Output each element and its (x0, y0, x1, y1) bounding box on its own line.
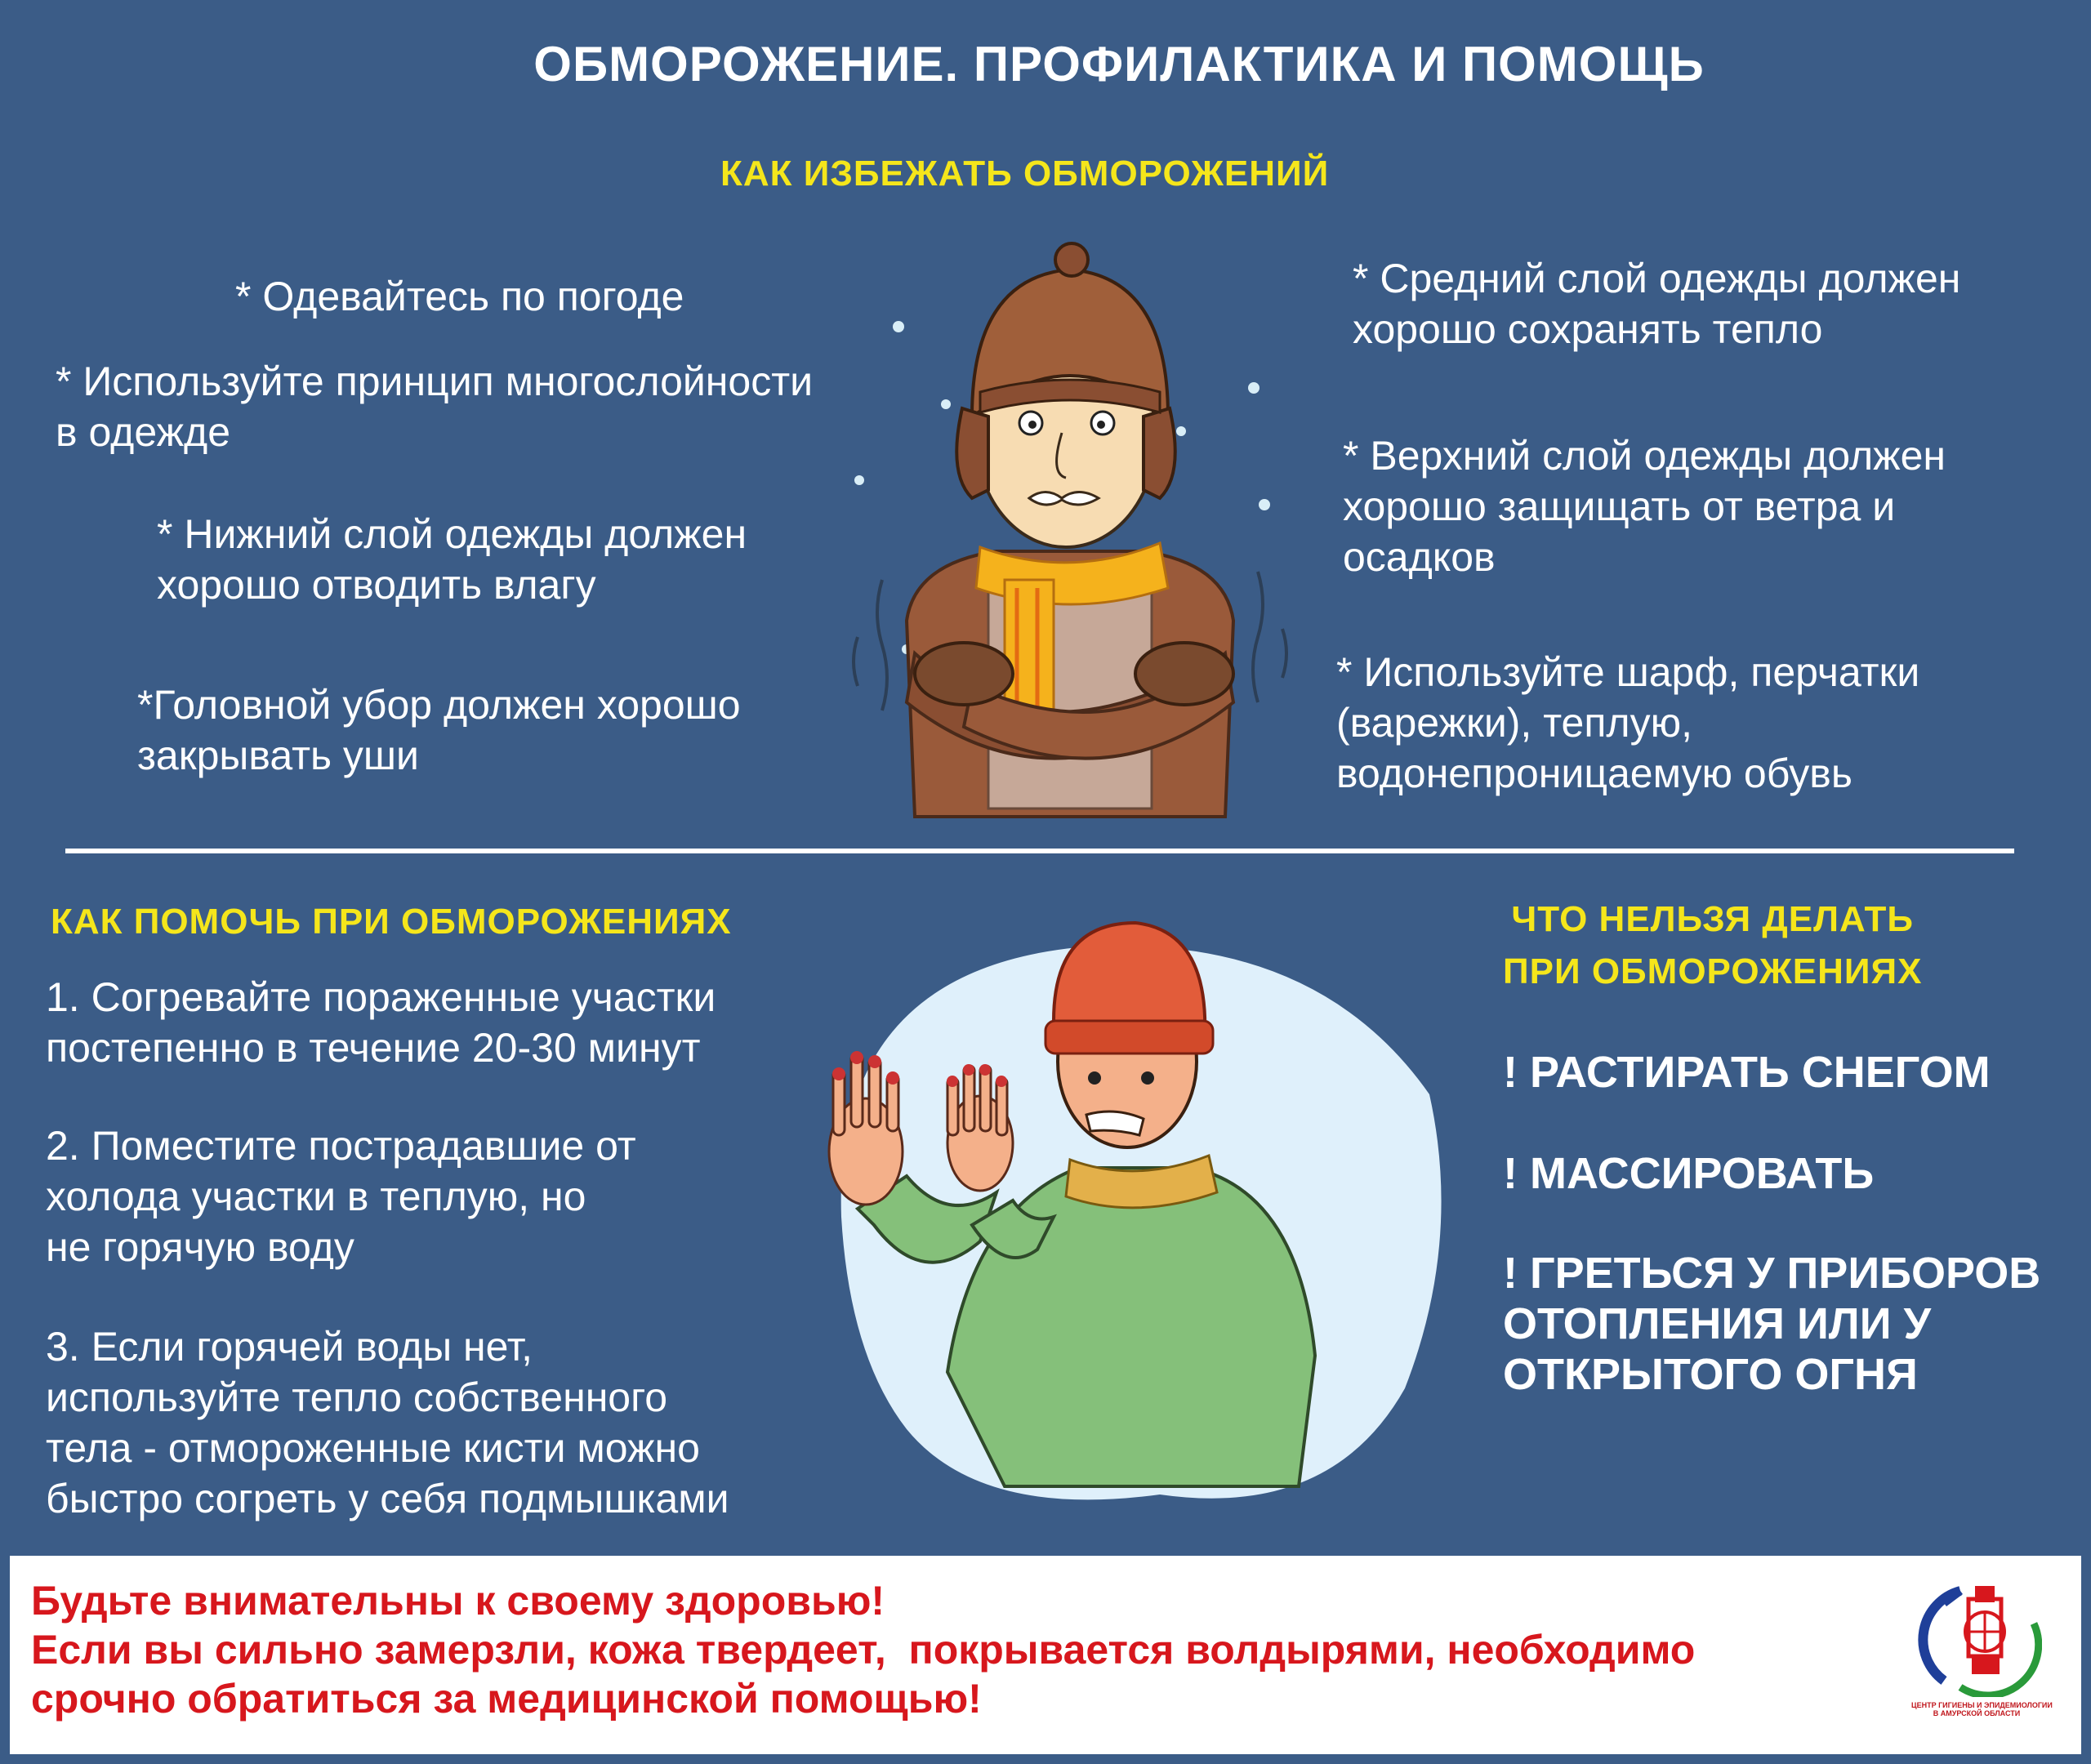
tip-layering: * Используйте принцип многослойности в одежде (56, 359, 814, 455)
help-step-1: 1. Согревайте пораженные участки постепенно в течение 20-30 минут (46, 974, 716, 1071)
section-divider (65, 849, 2014, 853)
snowflake-icon (941, 399, 951, 409)
org-logo (1911, 1575, 2053, 1730)
page-title: ОБМОРОЖЕНИЕ. ПРОФИЛАКТИКА И ПОМОЩЬ (533, 37, 1705, 91)
prevention-heading: КАК ИЗБЕЖАТЬ ОБМОРОЖЕНИЙ (720, 154, 1330, 194)
dont-item-snow: ! РАСТИРАТЬ СНЕГОМ (1503, 1048, 1991, 1097)
dont-item-massage: ! МАССИРОВАТЬ (1503, 1149, 1875, 1198)
help-step-3: 3. Если горячей воды нет, используйте тепло собственного тела - отмороженные кисти можно быстро согреть у себя подмышками (46, 1324, 729, 1521)
tip-dress-weather: * Одевайтесь по погоде (235, 274, 684, 319)
tip-middle-layer: * Средний слой одежды должен хорошо сохранять тепло (1353, 256, 1961, 352)
snowflake-icon (1259, 499, 1270, 510)
tip-bottom-layer: * Нижний слой одежды должен хорошо отводить влагу (157, 511, 747, 608)
cold-man-illustration (817, 229, 1323, 833)
warning-text: Будьте внимательны к своему здоровью! Если вы сильно замерзли, кожа твердеет, покрывается волдырями, необходимо срочно обратиться за медицинской помощью! (31, 1578, 1696, 1722)
tip-accessories: * Используйте шарф, перчатки (варежки), теплую, водонепроницаемую обувь (1336, 649, 1920, 796)
snowflake-icon (893, 321, 904, 332)
snowflake-icon (1176, 426, 1186, 436)
help-heading: КАК ПОМОЧЬ ПРИ ОБМОРОЖЕНИЯХ (51, 902, 732, 942)
dont-heading: ЧТО НЕЛЬЗЯ ДЕЛАТЬ ПРИ ОБМОРОЖЕНИЯХ (1503, 899, 1923, 991)
snowflake-icon (854, 475, 864, 485)
dont-item-heaters: ! ГРЕТЬСЯ У ПРИБОРОВ ОТОПЛЕНИЯ ИЛИ У ОТКРЫТОГО ОГНЯ (1503, 1249, 2041, 1399)
help-step-2: 2. Поместите пострадавшие от холода участки в теплую, но не горячую воду (46, 1123, 636, 1270)
frostbite-man-illustration (809, 898, 1462, 1519)
org-logo-icon (1911, 1575, 2042, 1697)
org-logo-label: ЦЕНТР ГИГИЕНЫ И ЭПИДЕМИОЛОГИИ В АМУРСКОЙ ОБЛАСТИ (1911, 1701, 2053, 1717)
tip-outer-layer: * Верхний слой одежды должен хорошо защищать от ветра и осадков (1343, 433, 1946, 580)
frostbitten-hand-icon (947, 1064, 1013, 1191)
snowflake-icon (1248, 382, 1260, 394)
tip-headwear: *Головной убор должен хорошо закрывать уши (137, 682, 741, 778)
